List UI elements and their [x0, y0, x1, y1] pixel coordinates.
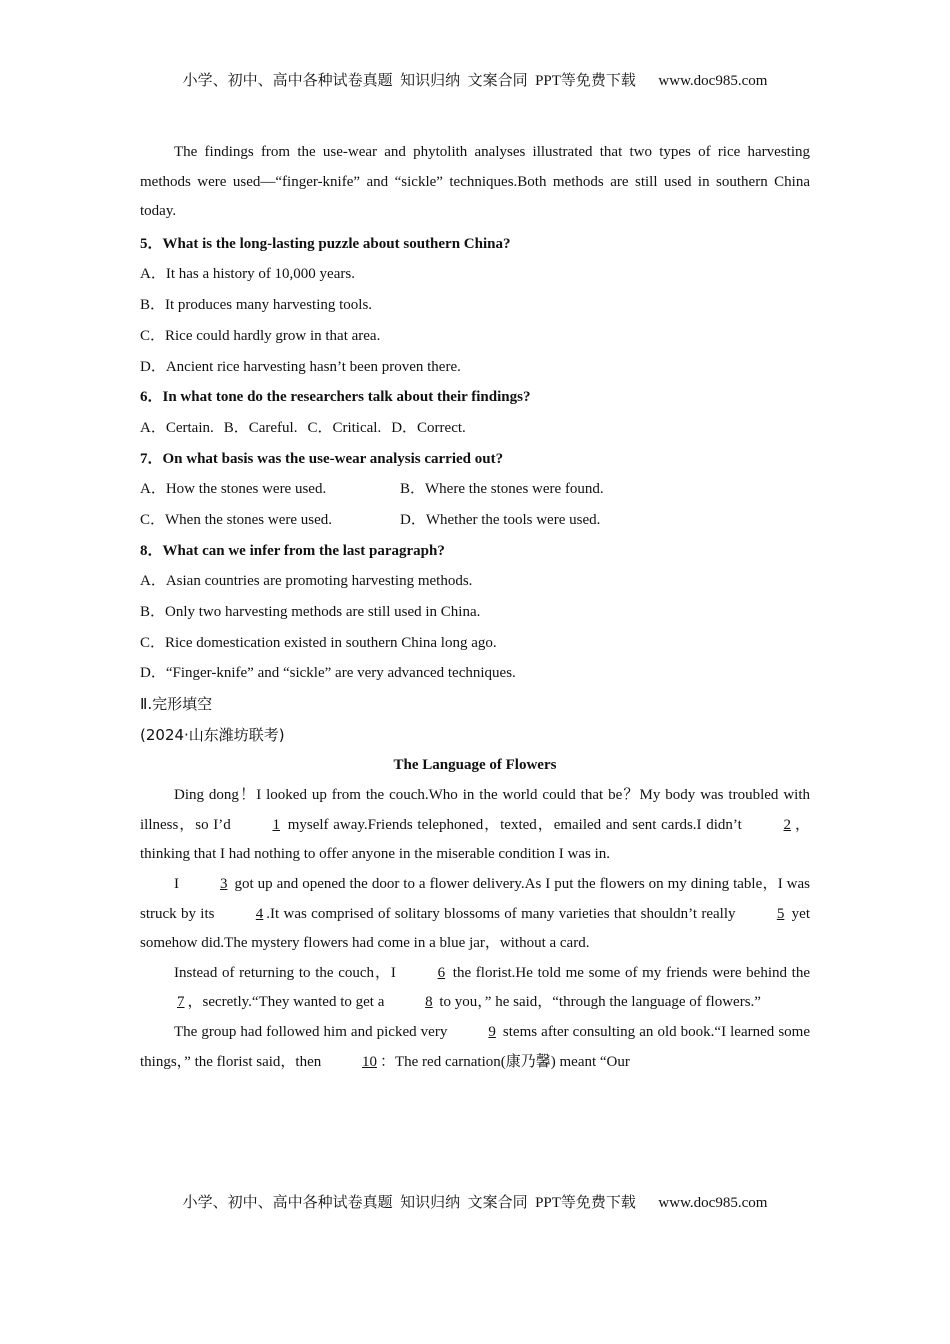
- blank-4: 4: [255, 905, 264, 922]
- question-text: 7．On what basis was the use-wear analysis carried out?: [140, 450, 504, 467]
- option-c: C．Critical.: [307, 419, 382, 436]
- question-8: [140, 536, 810, 689]
- text-segment: to you，” he said，“through the language of flowers.”: [435, 994, 761, 1011]
- text-segment: Instead of returning to the couch，I: [174, 964, 401, 981]
- story-paragraph-1: [140, 781, 810, 870]
- text-segment: .It was comprised of solitary blossoms of many varieties that shouldn’t really: [266, 905, 740, 922]
- text-segment: ，secretly.“They wanted to get a: [187, 994, 389, 1011]
- question-text: 5．What is the long-lasting puzzle about southern China?: [140, 235, 511, 252]
- option-d: D．“Finger-knife” and “sickle” are very advanced techniques.: [140, 665, 516, 682]
- story-paragraph-3: [140, 959, 810, 1018]
- text-segment: The group had followed him and picked very: [174, 1023, 452, 1040]
- text-segment: Ding dong！I looked up from the couch.Who in the world could that be？My body was troubled with illness，so I’d: [140, 787, 810, 833]
- question-6: [140, 382, 810, 443]
- document-body: [140, 138, 810, 1077]
- question-text: 6．In what tone do the researchers talk about their findings?: [140, 389, 531, 406]
- option-b: B．It produces many harvesting tools.: [140, 297, 373, 314]
- page-header: 小学、初中、高中各种试卷真题 知识归纳 文案合同 PPT等免费下载 www.doc985.com: [182, 73, 768, 89]
- blank-6: 6: [437, 964, 446, 981]
- option-b: B．Only two harvesting methods are still used in China.: [140, 604, 481, 621]
- text-segment: myself away.Friends telephoned，texted，emailed and sent cards.I didn’t: [283, 816, 747, 833]
- blank-5: 5: [776, 905, 785, 922]
- option-d: D．Ancient rice harvesting hasn’t been proven there.: [140, 358, 461, 375]
- intro-paragraph: The findings from the use-wear and phytolith analyses illustrated that two types of rice harvesting methods were used—“finger-knife” and “sickle” techniques.Both methods are still used in southern China today.: [140, 144, 810, 220]
- option-c: C．When the stones were used.: [140, 511, 333, 528]
- text-segment: yet somehow did.The mystery flowers had come in a blue jar，without a card.: [140, 905, 810, 952]
- story-paragraph-4: [140, 1018, 810, 1077]
- text-segment: the florist.He told me some of my friends were behind the: [448, 964, 810, 981]
- source-note: (2024·山东潍坊联考): [140, 725, 285, 744]
- text-segment: ，thinking that I had nothing to offer anyone in the miserable condition I was in.: [140, 816, 810, 863]
- option-d: D．Whether the tools were used.: [400, 511, 601, 528]
- option-a: A．It has a history of 10,000 years.: [140, 266, 355, 283]
- text-segment: ：The red carnation(康乃馨) meant “Our: [379, 1053, 630, 1070]
- option-b: B．Where the stones were found.: [400, 481, 604, 498]
- options-row: [140, 413, 810, 444]
- blank-2: 2: [783, 816, 792, 833]
- blank-3: 3: [219, 875, 228, 892]
- blank-7: 7: [177, 994, 185, 1011]
- blank-1: 1: [272, 816, 281, 833]
- story-paragraph-2: [140, 870, 810, 959]
- section-heading: Ⅱ.完形填空: [140, 695, 213, 714]
- question-text: 8．What can we infer from the last paragraph?: [140, 542, 445, 559]
- option-a: A．Asian countries are promoting harvesting methods.: [140, 573, 473, 590]
- option-a: A．Certain.: [140, 419, 214, 436]
- question-5: [140, 229, 810, 382]
- story-title: The Language of Flowers: [393, 757, 557, 774]
- option-d: D．Correct.: [391, 419, 466, 436]
- option-c: C．Rice domestication existed in southern China long ago.: [140, 634, 497, 651]
- option-a: A．How the stones were used.: [140, 481, 327, 498]
- option-b: B．Careful.: [223, 419, 298, 436]
- page-footer: 小学、初中、高中各种试卷真题 知识归纳 文案合同 PPT等免费下载 www.doc985.com: [182, 1195, 768, 1211]
- text-segment: I: [174, 875, 183, 892]
- question-7: [140, 444, 810, 536]
- options-row: [140, 505, 810, 536]
- text-segment: stems after consulting an old book.“I learned some things，” the florist said，then: [140, 1023, 810, 1070]
- text-segment: got up and opened the door to a flower delivery.As I put the flowers on my dining table，I was struck by its: [140, 875, 810, 922]
- option-c: C．Rice could hardly grow in that area.: [140, 327, 381, 344]
- blank-10: 10: [361, 1053, 377, 1070]
- blank-8: 8: [425, 994, 433, 1011]
- blank-9: 9: [488, 1023, 496, 1040]
- options-row: [140, 474, 810, 505]
